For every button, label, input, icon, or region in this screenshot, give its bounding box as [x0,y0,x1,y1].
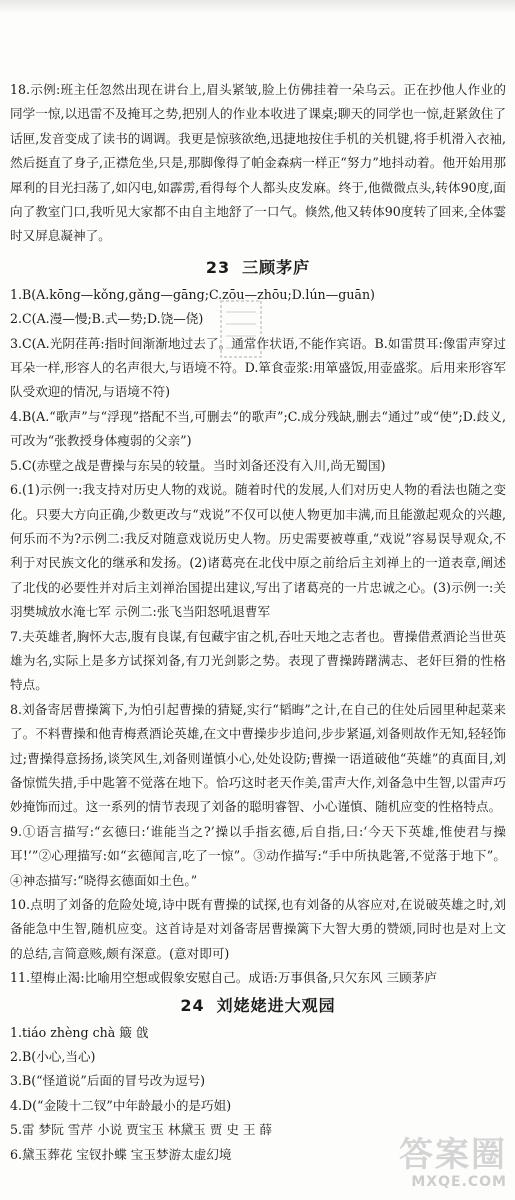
answer-23-8: 8.刘备寄居曹操篱下,为怕引起曹操的猜疑,实行“韬晦”之计,在自己的住处后园里种起菜来了。不料曹操和他青梅煮酒论英雄,在文中曹操步步追问,步步紧逼,刘备则故作无知,轻轻饰过;曹操得意扬扬,谈笑风生,刘备则谨慎小心,处处设防;曹操一语道破他“英雄”的真面目,刘备惊慌失措,手中匙箸不觉落在地下。恰巧这时老天作美,雷声大作,刘备急中生智,以雷声巧妙掩饰而过。这一系列的情节表现了刘备的聪明睿智、小心谨慎、随机应变的性格特点。 [10,701,506,815]
answer-24-1: 1.tiáo zhèng chà 簸 戗 [10,1024,149,1040]
section-24-heading [10,991,506,1021]
watermark-logo [357,1136,507,1194]
section-24-number: 24 [180,995,205,1015]
section-23-title: 三顾茅庐 [242,257,311,277]
answer-23-9: 9.①语言描写:“玄德曰:‘谁能当之?’操以手指玄德,后自指,曰:‘今天下英雄,惟使君与操耳!’”②心理描写:如“玄德闻言,吃了一惊”。③动作描写:“手中所执匙箸,不觉落于地下”。④神态描写:“晓得玄德面如土色。” [10,823,506,888]
section-24-title: 刘姥姥进大观园 [216,995,336,1015]
answer-24-2: 2.B(小心,当心) [10,1049,96,1065]
library-stamp-mark [218,298,264,360]
answer-24-6: 6.黛玉葬花 宝钗扑蝶 宝玉梦游太虚幻境 [10,1146,232,1162]
answer-23-7: 7.夫英雄者,胸怀大志,腹有良谋,有包藏宇宙之机,吞吐天地之志者也。曹操借煮酒论当世英雄为名,实际上是多方试探刘备,有刀光剑影之势。表现了曹操踌躇满志、老奸巨猾的性格特点。 [10,628,506,693]
answer-23-2: 2.C(A.漫—慢;B.式—势;D.饶—侥) [10,311,204,327]
answer-23-6: 6.(1)示例一:我支持对历史人物的戏说。随着时代的发展,人们对历史人物的看法也随之变化。只要大方向正确,少数更改与“戏说”不仅可以使人物更加丰满,而且能激起观众的兴趣,何乐而不为?示例二:我反对随意戏说历史人物。历史需要被尊重,“戏说”容易误导观众,不利于对民族文化的继承和发扬。(2)诸葛亮在北伐中原之前给后主刘禅上的一道表章,阐述了北伐的必要性并对后主刘禅治国提出建议,写出了诸葛亮的一片忠诚之心。(3)示例一:关羽樊城放水淹七军 示例二:张飞当阳怒吼退曹军 [10,482,506,620]
section-23-number: 23 [205,257,231,277]
answer-23-5: 5.C(赤壁之战是曹操与东吴的较量。当时刘备还没有入川,尚无蜀国) [10,457,386,473]
answer-23-1: 1.B(A.kōng—kǒng,gǎng—gāng;C.zōu—zhōu;D.lún—guān) [10,286,375,302]
answer-18: 18.示例:班主任忽然出现在讲台上,眉头紧皱,脸上仿佛挂着一朵乌云。正在抄他人作业的同学一惊,以迅雷不及掩耳之势,把别人的作业本收进了课桌;聊天的同学也一惊,赶紧敛住了话匣,发音变成了读书的调调。我更是惊骇欲绝,迅捷地按住手机的关机键,将手机滑入衣袖,然后挺直了身子,正襟危坐,只是,那脚像得了帕金森病一样正“努力”地抖动着。他开始用那犀利的目光扫荡了,如闪电,如霹雳,看得每个人都头皮发麻。终于,他微微点头,转体90度,面向了教室门口,我听见大家都不由自主地舒了一口气。倏然,他又转体90度转了回来,全体霎时又屏息凝神了。 [10,82,506,244]
answer-content [10,78,506,1167]
answer-23-10: 10.点明了刘备的危险处境,诗中既有曹操的试探,也有刘备的从容应对,在说破英雄之时,刘备能急中生智,随机应变。这首诗是对刘备寄居曹操篱下大智大勇的赞颂,同时也是对上文的总结,言简意赅,颇有深意。(意对即可) [10,897,506,961]
answer-23-11: 11.望梅止渴:比喻用空想或假象安慰自己。成语:万事俱备,只欠东风 三顾茅庐 [10,970,437,986]
watermark-title: 答案圈 [399,1135,507,1175]
watermark-url: MXQE.COM [411,1174,507,1190]
answer-24-5: 5.雷 梦阮 雪芹 小说 贾宝玉 林黛玉 贾 史 王 薛 [10,1122,273,1138]
section-23-heading [10,253,506,283]
answer-24-3: 3.B(“怪道说”后面的冒号改为逗号) [10,1073,206,1089]
page-top-edge [0,0,515,14]
answer-23-3: 3.C(A.光阴荏苒:指时间渐渐地过去了。通常作状语,不能作宾语。B.如雷贯耳:像雷声穿过耳朵一样,形容人的名声很大,与语境不符。D.箪食壶浆:用箪盛饭,用壶盛浆。后用来形容军队受欢迎的情况,与语境不符) [10,335,506,400]
answer-23-4: 4.B(A.“歌声”与“浮现”搭配不当,可删去“的歌声”;C.成分残缺,删去“通过”或“使”;D.歧义,可改为“张教授身体瘦弱的父亲”) [10,408,506,449]
answer-24-4: 4.D(“金陵十二钗”中年龄最小的是巧姐) [10,1097,232,1113]
